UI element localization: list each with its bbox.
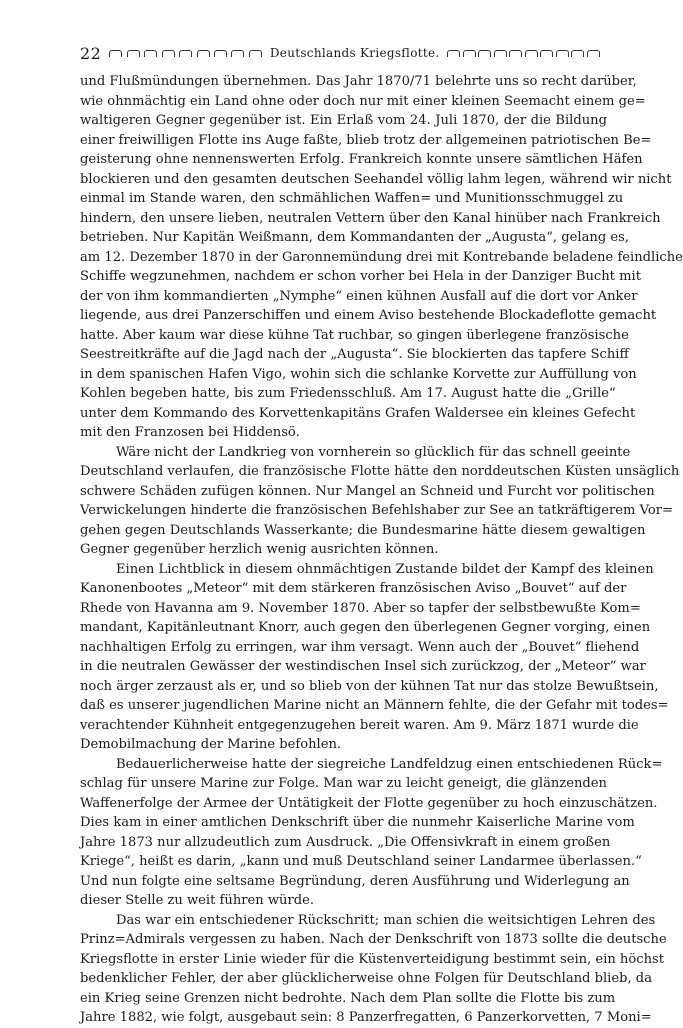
text-line: Schiffe wegzunehmen, nachdem er schon vorher bei Hela in der Danziger Bucht mit (80, 269, 641, 284)
page-header (80, 42, 600, 64)
text-line: in die neutralen Gewässer der westindischen Insel sich zurückzog, der „Meteor“ war (80, 659, 646, 674)
text-line: nachhaltigen Erfolg zu erringen, war ihm versagt. Wenn auch der „Bouvet“ fliehend (80, 639, 640, 655)
text-line: Kohlen begeben hatte, bis zum Friedensschluß. Am 17. August hatte die „Grille“ (80, 386, 616, 401)
text-line: schlag für unsere Marine zur Folge. Man war zu leicht geneigt, die glänzenden (80, 776, 607, 791)
text-line: Demobilmachung der Marine befohlen. (80, 737, 342, 752)
ornament-right (447, 50, 600, 57)
text-line: der von ihm kommandierten „Nymphe“ einen kühnen Ausfall auf die dort vor Anker (80, 288, 638, 304)
text-line: Wäre nicht der Landkrieg von vornherein so glücklich für das schnell geeinte (116, 444, 631, 460)
text-line: bedenklicher Fehler, der aber glücklicherweise ohne Folgen für Deutschland blieb, da (80, 971, 652, 986)
text-line: Kanonenbootes „Meteor“ mit dem stärkeren französischen Aviso „Bouvet“ auf der (80, 581, 627, 596)
text-line: betrieben. Nur Kapitän Weißmann, dem Kommandanten der „Augusta“, gelang es, (80, 230, 629, 245)
text-line: mandant, Kapitänleutnant Knorr, auch gegen den überlegenen Gegner vorging, einen (80, 620, 651, 635)
text-line: dieser Stelle zu weit führen würde. (80, 893, 315, 908)
text-line: Kriege“, heißt es darin, „kann und muß Deutschland seiner Landarmee überlassen.“ (80, 854, 642, 869)
text-line: Jahre 1882, wie folgt, ausgebaut sein: 8 Panzerfregatten, 6 Panzerkorvetten, 7 Moni= (80, 1010, 652, 1025)
text-line: Gegner gegenüber herzlich wenig ausrichten können. (80, 542, 439, 557)
text-line: hatte. Aber kaum war diese kühne Tat ruchbar, so gingen überlegene französische (80, 327, 629, 343)
text-line: Das war ein entschiedener Rückschritt; man schien die weitsichtigen Lehren des (116, 912, 656, 928)
text-line: Und nun folgte eine seltsame Begründung, deren Ausführung und Widerlegung an (80, 873, 630, 889)
text-line: noch ärger zerzaust als er, und so blieb von der kühnen Tat nur das stolze Bewußtsein, (80, 678, 659, 694)
text-line: hindern, den unsere lieben, neutralen Vettern über den Kanal hinüber nach Frankreich (80, 210, 661, 226)
running-title: Deutschlands Kriegsflotte. (269, 46, 440, 60)
text-line: Prinz=Admirals vergessen zu haben. Nach der Denkschrift von 1873 sollte die deutsche (80, 932, 667, 947)
text-line: verachtender Kühnheit entgegenzugehen bereit waren. Am 9. März 1871 wurde die (80, 717, 639, 733)
text-line: Seestreitkräfte auf die Jagd nach der „Augusta“. Sie blockierten das tapfere Schiff (80, 347, 629, 362)
text-line: Einen Lichtblick in diesem ohnmächtigen Zustande bildet der Kampf des kleinen (116, 561, 654, 577)
text-line: gehen gegen Deutschlands Wasserkante; die Bundesmarine hätte diesem gewaltigen (80, 522, 646, 538)
text-line: geisterung ohne nennenswerten Erfolg. Frankreich konnte unsere sämtlichen Häfen (80, 152, 643, 167)
text-line: einmal im Stande waren, den schmählichen Waffen= und Munitionsschmuggel zu (80, 191, 624, 206)
text-line: unter dem Kommando des Korvettenkapitäns Grafen Waldersee ein kleines Gefecht (80, 405, 636, 421)
ornament-left (109, 50, 262, 57)
text-line: Waffenerfolge der Armee der Untätigkeit der Flotte gegenüber zu hoch einzuschätzen. (80, 795, 658, 811)
text-line: mit den Franzosen bei Hiddensö. (80, 425, 300, 440)
text-line: liegende, aus drei Panzerschiffen und einem Aviso bestehende Blockadeflotte gemacht (80, 308, 657, 323)
text-line: wie ohnmächtig ein Land ohne oder doch nur mit einer kleinen Seemacht einem ge= (80, 93, 646, 109)
text-line: Deutschland verlaufen, die französische Flotte hätte den norddeutschen Küsten unsäglich (80, 464, 680, 479)
text-line: schwere Schäden zufügen können. Nur Mangel an Schneid und Furcht vor politischen (80, 483, 655, 499)
text-line: Kriegsflotte in erster Linie wieder für die Küstenverteidigung bestimmt sein, ein höchst (80, 951, 664, 967)
text-line: Verwickelungen hinderte die französischen Befehlshaber zur See an tatkräftigerem Vor= (80, 503, 674, 518)
text-line: Dies kam in einer amtlichen Denkschrift über die nunmehr Kaiserliche Marine vom (80, 815, 635, 830)
text-line: Rhede von Havanna am 9. November 1870. Aber so tapfer der selbstbewußte Kom= (80, 600, 641, 616)
text-line: daß es unserer jugendlichen Marine nicht an Männern fehlte, die der Gefahr mit todes= (80, 698, 669, 713)
text-line: waltigeren Gegner gegenüber ist. Ein Erlaß vom 24. Juli 1870, der die Bildung (80, 113, 607, 128)
text-line: ein Krieg seine Grenzen nicht bedrohte. Nach dem Plan sollte die Flotte bis zum (80, 990, 616, 1006)
body-text (80, 72, 683, 1028)
text-line: Bedauerlicherweise hatte der siegreiche Landfeldzug einen entschiedenen Rück= (116, 756, 663, 772)
text-line: in dem spanischen Hafen Vigo, wohin sich die schlanke Korvette zur Auffüllung von (80, 366, 637, 382)
page-number: 22 (80, 43, 102, 63)
text-line: und Flußmündungen übernehmen. Das Jahr 1870/71 belehrte uns so recht darüber, (80, 74, 637, 89)
text-line: am 12. Dezember 1870 in der Garonnemündung drei mit Kontrebande beladene feindliche (80, 249, 683, 265)
text-line: Jahre 1873 nur allzudeutlich zum Ausdruck. „Die Offensivkraft in einem großen (80, 834, 611, 850)
text-line: einer freiwilligen Flotte ins Auge faßte, blieb trotz der allgemeinen patriotischen Be= (80, 132, 652, 148)
text-line: blockieren und den gesamten deutschen Seehandel völlig lahm legen, während wir nicht (80, 171, 672, 187)
